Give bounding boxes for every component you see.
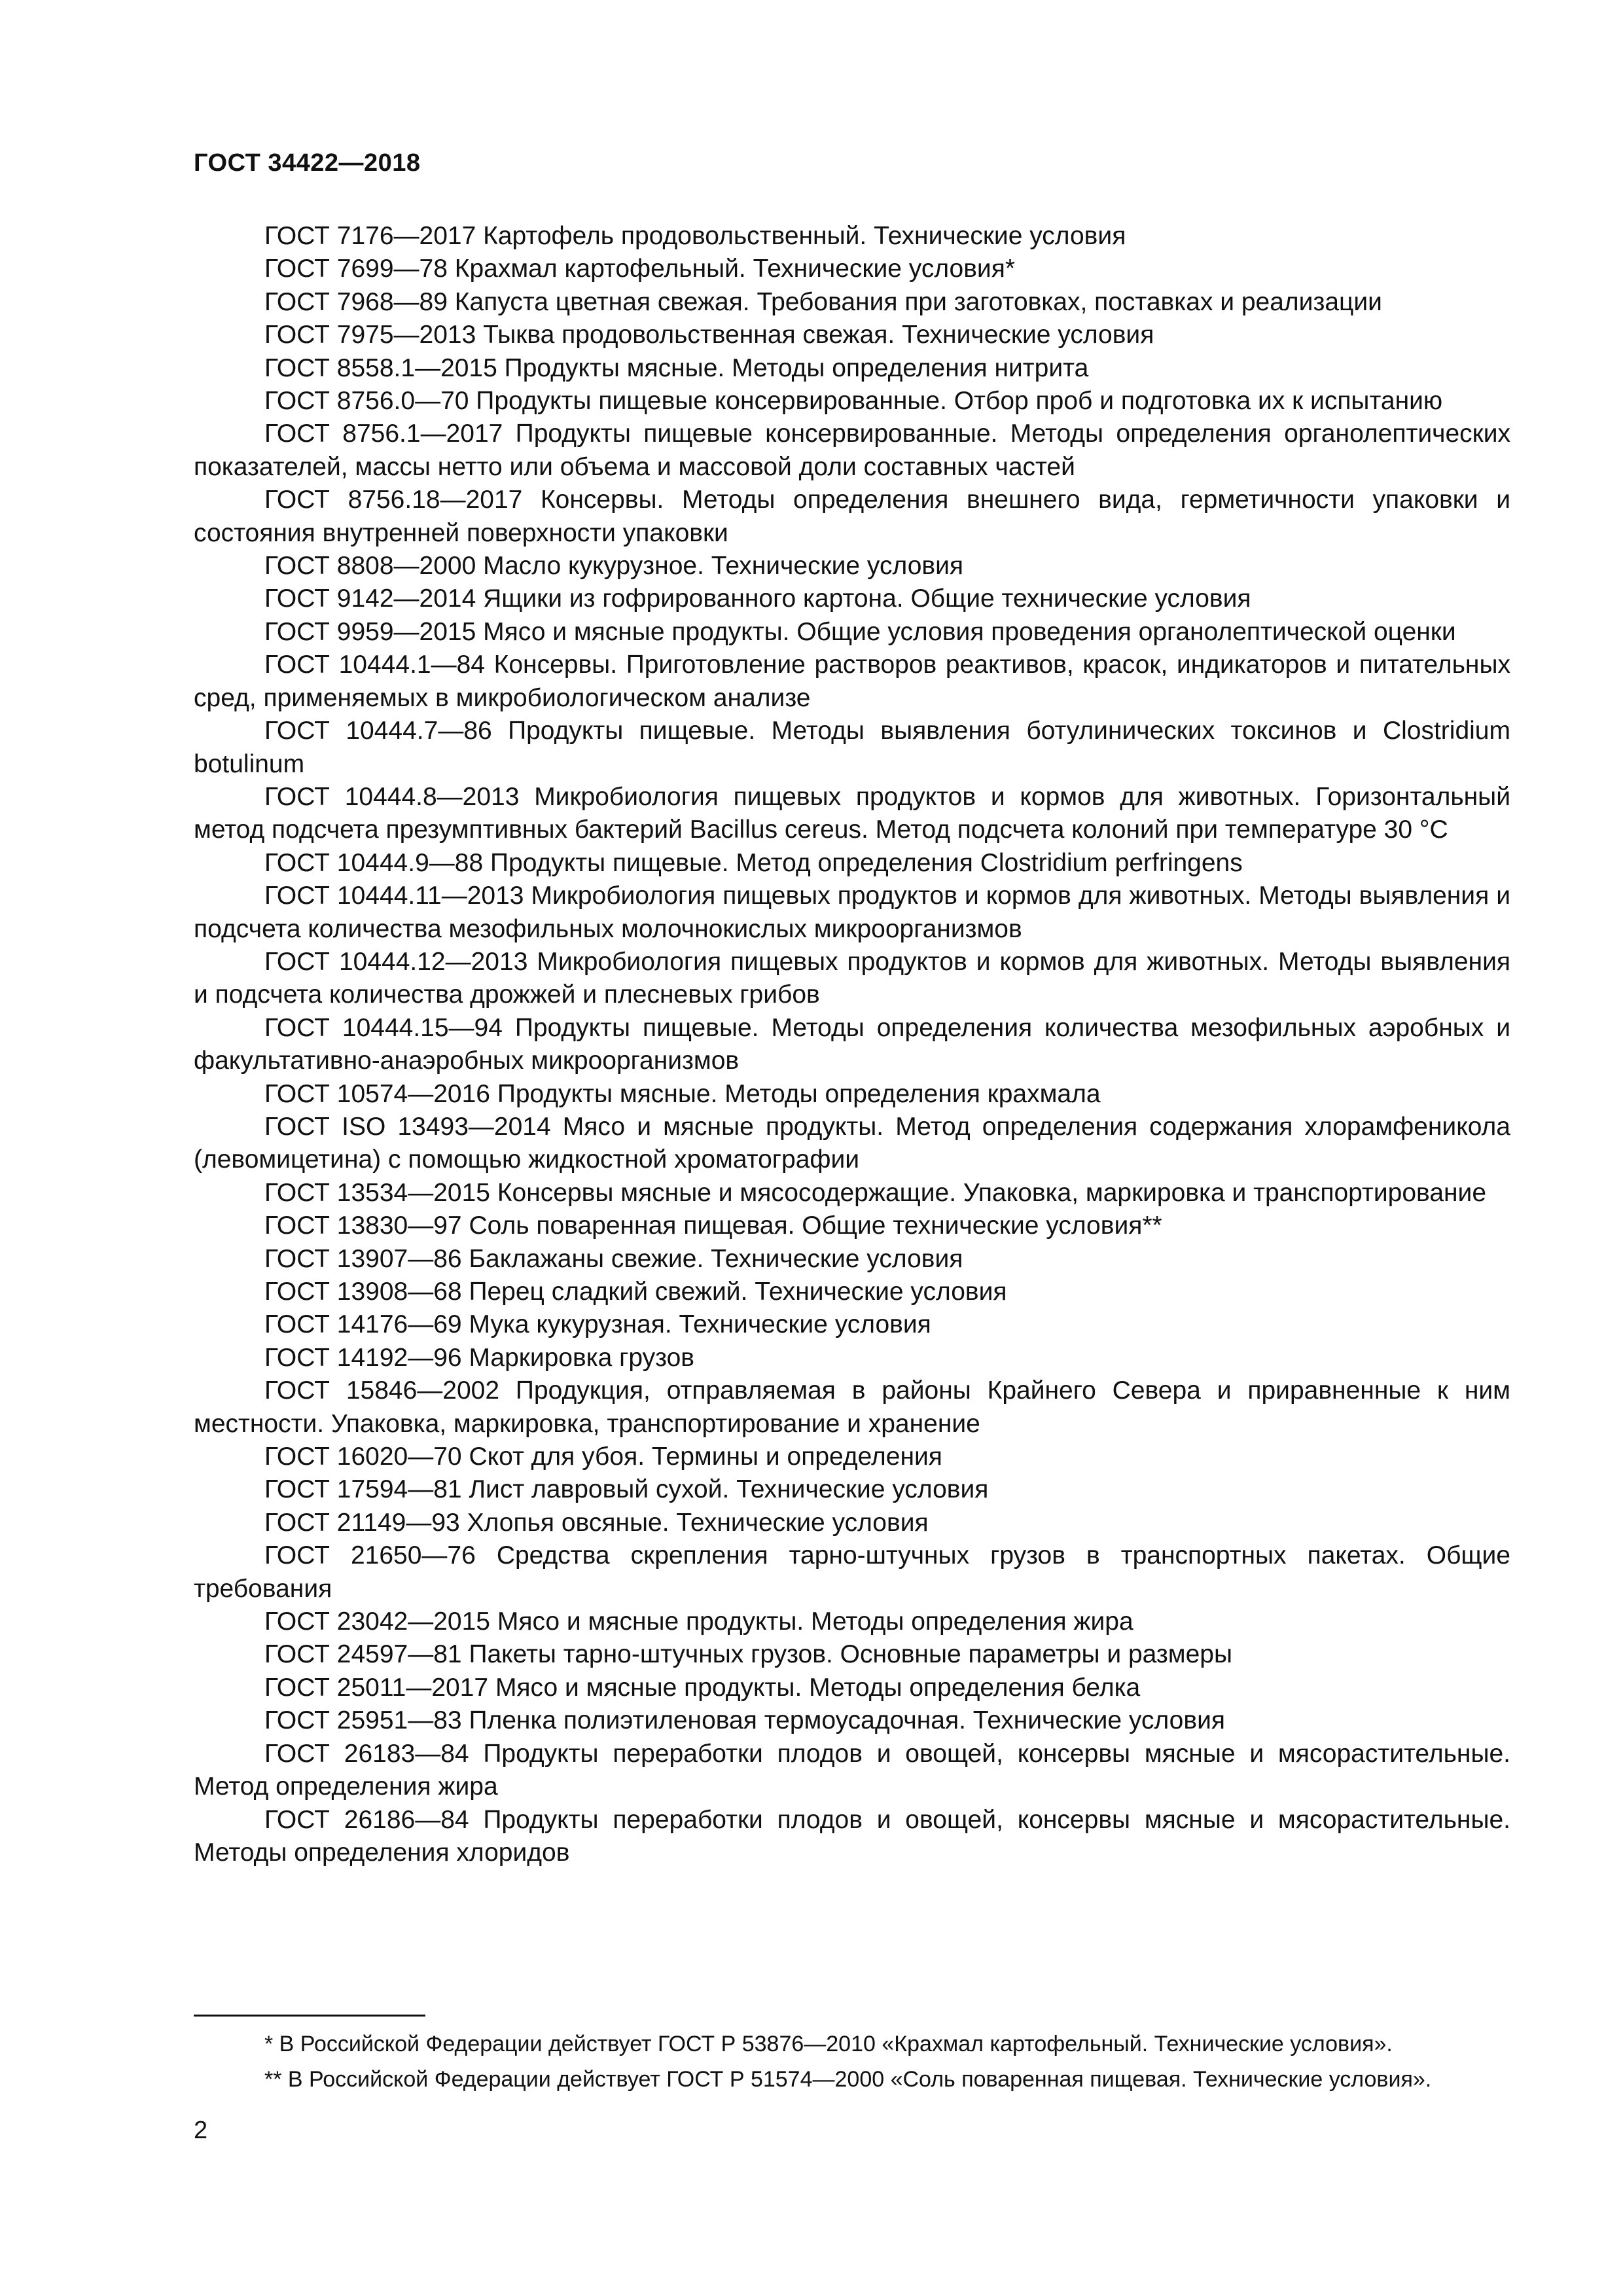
reference-item: ГОСТ 14176—69 Мука кукурузная. Технические условия [264, 1310, 931, 1339]
reference-item: ГОСТ 13534—2015 Консервы мясные и мясосодержащие. Упаковка, маркировка и транспортирование [264, 1178, 1487, 1207]
reference-item: ГОСТ 8756.18—2017 Консервы. Методы определения внешнего вида, герметичности упаковки и состояния внутренней поверхности упаковки [194, 486, 1510, 547]
reference-item: ГОСТ 21149—93 Хлопья овсяные. Технические условия [264, 1508, 929, 1537]
page-header-designation: ГОСТ 34422—2018 [194, 149, 421, 177]
reference-item: ГОСТ 10574—2016 Продукты мясные. Методы определения крахмала [264, 1079, 1101, 1108]
reference-item: ГОСТ 8756.1—2017 Продукты пищевые консервированные. Методы определения органолептических показателей, массы нетто или объема и массовой доли составных частей [194, 420, 1510, 481]
reference-item: ГОСТ 21650—76 Средства скрепления тарно-штучных грузов в транспортных пакетах. Общие требования [194, 1541, 1510, 1603]
reference-item: ГОСТ 13908—68 Перец сладкий свежий. Технические условия [264, 1278, 1007, 1306]
reference-item: ГОСТ 10444.9—88 Продукты пищевые. Метод определения Clostridium perfringens [264, 848, 1243, 877]
footnote-separator [194, 2015, 425, 2017]
reference-item: ГОСТ 26186—84 Продукты переработки плодов и овощей, консервы мясные и мясорастительные. Методы определения хлоридов [194, 1805, 1510, 1867]
reference-item: ГОСТ 7968—89 Капуста цветная свежая. Требования при заготовках, поставках и реализации [264, 287, 1382, 316]
reference-item: ГОСТ 8808—2000 Масло кукурузное. Технические условия [264, 552, 964, 581]
reference-item: ГОСТ 9142—2014 Ящики из гофрированного картона. Общие технические условия [264, 584, 1251, 613]
reference-item: ГОСТ 14192—96 Маркировка грузов [264, 1343, 694, 1372]
reference-item: ГОСТ 10444.15—94 Продукты пищевые. Методы определения количества мезофильных аэробных и факультативно-анаэробных микроорганизмов [194, 1013, 1510, 1075]
reference-item: ГОСТ 9959—2015 Мясо и мясные продукты. Общие условия проведения органолептической оценки [264, 617, 1456, 646]
reference-item: ГОСТ 7176—2017 Картофель продовольственный. Технические условия [264, 222, 1126, 250]
reference-item: ГОСТ 15846—2002 Продукция, отправляемая в районы Крайнего Севера и приравненные к ним местности. Упаковка, маркировка, транспортирование и хранение [194, 1376, 1510, 1438]
page-number: 2 [194, 2117, 208, 2144]
reference-item: ГОСТ 7699—78 Крахмал картофельный. Технические условия* [264, 255, 1016, 283]
reference-item: ГОСТ 10444.11—2013 Микробиология пищевых продуктов и кормов для животных. Методы выявления и подсчета количества мезофильных молочнокислых микроорганизмов [194, 882, 1510, 943]
reference-item: ГОСТ 13907—86 Баклажаны свежие. Технические условия [264, 1244, 963, 1273]
footnotes [194, 2029, 1510, 2094]
normative-references-list [194, 220, 1510, 1869]
reference-item: ГОСТ 23042—2015 Мясо и мясные продукты. Методы определения жира [264, 1607, 1133, 1636]
reference-item: ГОСТ 10444.8—2013 Микробиология пищевых продуктов и кормов для животных. Горизонтальный метод подсчета презумптивных бактерий Bacillus cereus. Метод подсчета колоний при температуре 30 °С [194, 782, 1510, 844]
reference-item: ГОСТ 10444.12—2013 Микробиология пищевых продуктов и кормов для животных. Методы выявления и подсчета количества дрожжей и плесневых грибов [194, 947, 1510, 1009]
footnote-item: * В Российской Федерации действует ГОСТ Р 53876—2010 «Крахмал картофельный. Технические условия». [264, 2032, 1393, 2056]
reference-item: ГОСТ 24597—81 Пакеты тарно-штучных грузов. Основные параметры и размеры [264, 1640, 1232, 1669]
reference-item: ГОСТ 25951—83 Пленка полиэтиленовая термоусадочная. Технические условия [264, 1706, 1225, 1735]
reference-item: ГОСТ 10444.7—86 Продукты пищевые. Методы выявления ботулинических токсинов и Clostridium botulinum [194, 717, 1510, 778]
reference-item: ГОСТ ISO 13493—2014 Мясо и мясные продукты. Метод определения содержания хлорамфеникола (левомицетина) с помощью жидкостной хроматографии [194, 1112, 1510, 1174]
reference-item: ГОСТ 7975—2013 Тыква продовольственная свежая. Технические условия [264, 321, 1154, 350]
reference-item: ГОСТ 10444.1—84 Консервы. Приготовление растворов реактивов, красок, индикаторов и питательных сред, применяемых в микробиологическом анализе [194, 651, 1510, 712]
reference-item: ГОСТ 8558.1—2015 Продукты мясные. Методы определения нитрита [264, 353, 1089, 382]
reference-item: ГОСТ 17594—81 Лист лавровый сухой. Технические условия [264, 1475, 989, 1504]
reference-item: ГОСТ 26183—84 Продукты переработки плодов и овощей, консервы мясные и мясорастительные. Метод определения жира [194, 1739, 1510, 1801]
reference-item: ГОСТ 25011—2017 Мясо и мясные продукты. Методы определения белка [264, 1673, 1141, 1702]
reference-item: ГОСТ 8756.0—70 Продукты пищевые консервированные. Отбор проб и подготовка их к испытанию [264, 387, 1443, 416]
reference-item: ГОСТ 13830—97 Соль поваренная пищевая. Общие технические условия** [264, 1211, 1162, 1240]
footnote-item: ** В Российской Федерации действует ГОСТ Р 51574—2000 «Соль поваренная пищевая. Технические условия». [264, 2067, 1432, 2092]
reference-item: ГОСТ 16020—70 Скот для убоя. Термины и определения [264, 1443, 942, 1471]
